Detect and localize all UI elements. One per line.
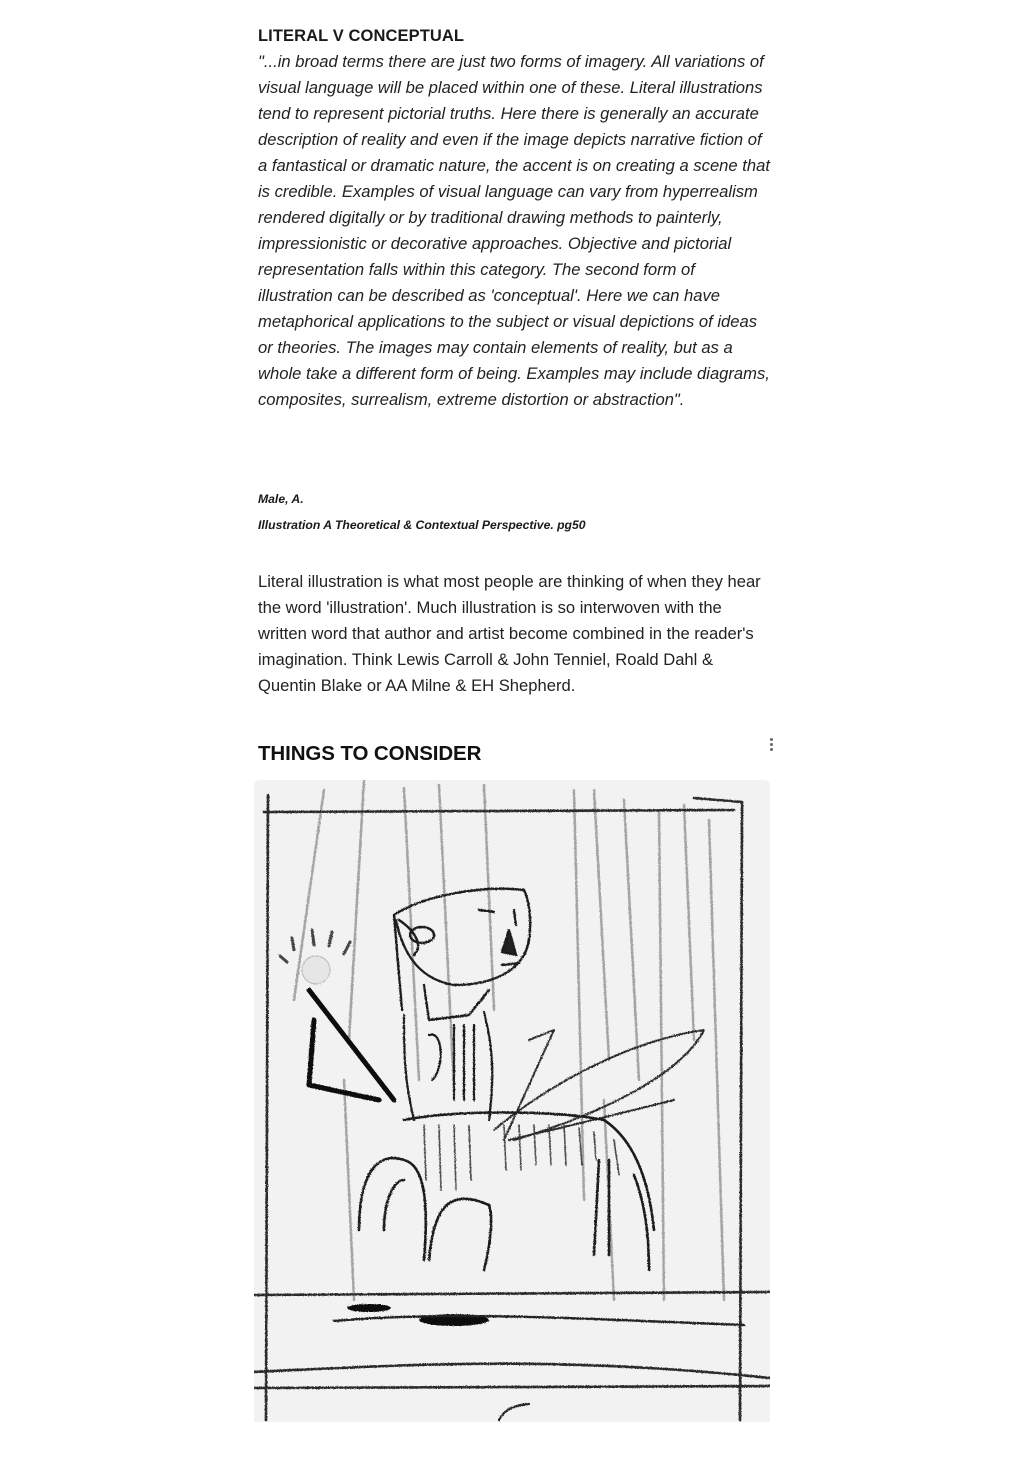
more-options-button[interactable] [764, 734, 778, 754]
sketch-drawing [254, 780, 770, 1422]
citation-title: Illustration A Theoretical & Contextual Perspective. pg50 [258, 518, 586, 532]
glowing-orb [302, 956, 330, 984]
more-vertical-icon-dot [770, 748, 773, 751]
citation-author: Male, A. [258, 492, 304, 506]
heading-literal-v-conceptual: LITERAL V CONCEPTUAL [258, 27, 465, 45]
more-vertical-icon [770, 738, 773, 741]
more-vertical-icon-dot [770, 743, 773, 746]
body-paragraph: Literal illustration is what most people are thinking of when they hear the word 'illustration'. Much illustration is so interwoven with the written word that author and artist become combined in the reader's imagination. Think Lewis Carroll & John Tenniel, Roald Dahl & Quentin Blake or AA Milne & EH Shepherd. [258, 572, 761, 695]
sketch-image [254, 780, 770, 1422]
block-quote: "...in broad terms there are just two forms of imagery. All variations of visual language will be placed within one of these. Literal illustrations tend to represent pictorial truths. Here there is generally an accurate description of reality and even if the image depicts narrative fiction of a fantastical or dramatic nature, the accent is on creating a scene that is credible. Examples of visual language can vary from hyperrealism rendered digitally or by traditional drawing methods to painterly, impressionistic or decorative approaches. Objective and pictorial representation falls within this category. The second form of illustration can be described as 'conceptual'. Here we can have metaphorical applications to the subject or visual depictions of ideas or theories. The images may contain elements of reality, but as a whole take a different form of being. Examples may include diagrams, composites, surrealism, extreme distortion or abstraction". [258, 52, 770, 409]
heading-things-to-consider: THINGS TO CONSIDER [258, 742, 482, 765]
